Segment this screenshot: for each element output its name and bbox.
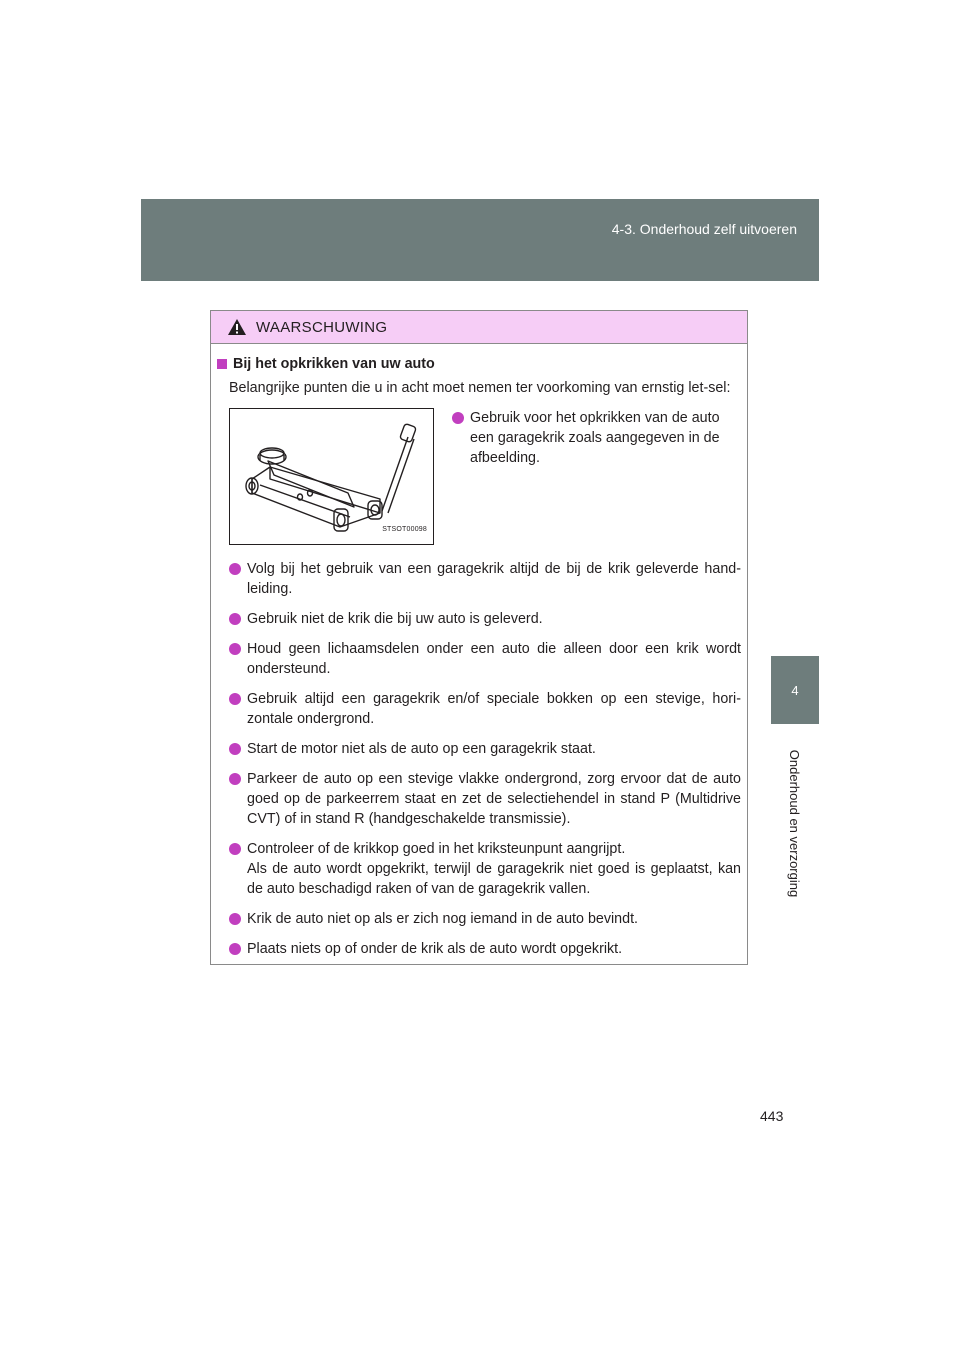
warning-box — [210, 310, 748, 965]
bullet-dot-icon — [229, 843, 241, 855]
warning-header — [211, 311, 747, 344]
list-item-text: Parkeer de auto op een stevige vlakke ondergrond, zorg ervoor dat de auto goed op de parkeerrem staat en zet de selectiehendel in stand P (Multidrive CVT) of in stand R (handgeschakelde transmissie). — [247, 771, 741, 827]
list-item-text: Controleer of de krikkop goed in het kriksteunpunt aangrijpt. Als de auto wordt opgekrikt, terwijl de garagekrik niet goed is geplaatst, kan de auto beschadigd raken of van de garagekrik vallen. — [247, 841, 741, 897]
list-item — [229, 639, 741, 679]
list-item-text: Krik de auto niet op als er zich nog iemand in de auto bevindt. — [247, 911, 639, 927]
page-number: 443 — [760, 1108, 784, 1124]
garage-jack-illustration — [229, 408, 434, 545]
bullet-dot-icon — [229, 693, 241, 705]
section-title: 4-3. Onderhoud zelf uitvoeren — [611, 221, 797, 237]
list-item — [229, 739, 741, 759]
figure-bullet — [452, 408, 737, 468]
list-item-text: Houd geen lichaamsdelen onder een auto die alleen door een krik wordt ondersteund. — [247, 641, 741, 677]
list-item — [229, 689, 741, 729]
bullet-dot-icon — [229, 643, 241, 655]
list-item-text: Gebruik niet de krik die bij uw auto is geleverd. — [247, 611, 543, 627]
figure-bullet-text: Gebruik voor het opkrikken van de auto een garagekrik zoals aangegeven in de afbeelding. — [470, 410, 720, 466]
warning-triangle-icon — [227, 318, 247, 336]
figure-row — [217, 408, 741, 545]
list-item — [229, 609, 741, 629]
warning-content — [211, 344, 747, 959]
chapter-title: Onderhoud en verzorging — [787, 749, 803, 897]
warning-title: WAARSCHUWING — [256, 318, 388, 336]
chapter-label — [771, 738, 819, 908]
bullet-dot-icon — [452, 412, 464, 424]
subheading-text: Bij het opkrikken van uw auto — [233, 356, 435, 372]
chapter-tab — [771, 656, 819, 724]
list-item — [229, 839, 741, 899]
list-item-text: Start de motor niet als de auto op een garagekrik staat. — [247, 741, 596, 757]
square-bullet-icon — [217, 359, 227, 369]
bullet-dot-icon — [229, 613, 241, 625]
intro-text: Belangrijke punten die u in acht moet nemen ter voorkoming van ernstig let-sel: — [229, 380, 731, 396]
list-item-text: Plaats niets op of onder de krik als de auto wordt opgekrikt. — [247, 941, 623, 957]
list-item — [229, 909, 741, 929]
list-item — [229, 559, 741, 599]
bullet-dot-icon — [229, 913, 241, 925]
bullet-dot-icon — [229, 773, 241, 785]
list-item — [229, 939, 741, 959]
figure-code: STSOT00098 — [382, 526, 427, 533]
list-item-text: Volg bij het gebruik van een garagekrik altijd de bij de krik geleverde hand-leiding. — [247, 561, 741, 597]
bullet-dot-icon — [229, 743, 241, 755]
list-item — [229, 769, 741, 829]
bullet-dot-icon — [229, 943, 241, 955]
subheading — [217, 354, 741, 374]
header-bar — [141, 199, 819, 281]
chapter-number: 4 — [791, 682, 799, 698]
list-item-text: Gebruik altijd een garagekrik en/of speciale bokken op een stevige, hori-zontale ondergrond. — [247, 691, 741, 727]
bullet-dot-icon — [229, 563, 241, 575]
